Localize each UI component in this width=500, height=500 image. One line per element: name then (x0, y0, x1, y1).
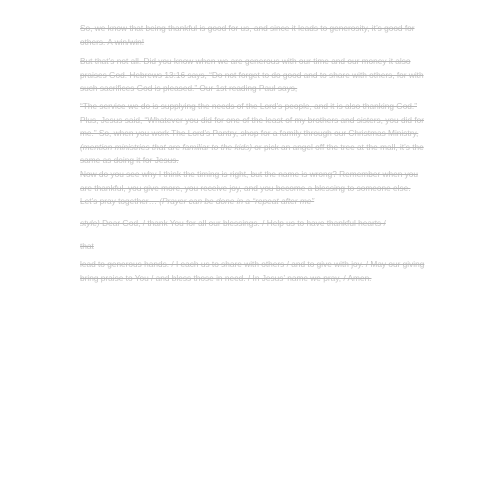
paragraph-timing-name (80, 168, 426, 209)
prayer-line-1-text: Dear God, / thank You for all our blessings. / Help us to have thankful hearts / (99, 217, 386, 228)
paragraph-thankfulness-intro: So, we know that being thankful is good for us, and since it leads to generosity, it’s good for others. A win/win! (80, 23, 415, 47)
paragraph-jesus-quote (80, 114, 426, 168)
prayer-closing: lead to generous hands. / I each us to share with others / and to give with joy. / May our giving bring praise to You / and bless those in need. / In Jesus’ name we pray, / Amen. (80, 258, 425, 283)
prayer-style-note: style) (80, 217, 100, 228)
paragraph-service-quote: “The service we do is supplying the needs of the Lord’s people, and it is also thanking God.” (80, 100, 417, 111)
prayer-word-that: that (80, 241, 94, 252)
prayer-stage-note: (Prayer can be done in a “repeat after me” (159, 196, 315, 207)
paragraph-jesus-quote-text-b: or pick an angel off the tree at the mall, it’s the same as doing it for Jesus. (80, 141, 424, 166)
sermon-text (80, 22, 426, 285)
paragraph-timing-name-text: Now do you see why I think the timing is right, but the name is wrong? Remember when you are thankful, you give more, you receive joy, and you become a blessing to someone else. Let’s pray together… (80, 168, 419, 207)
paragraph-generosity-praises-god: But that’s not all. Did you know when we are generous with our time and our money it also praises God. Hebrews 13:16 says, “Do not forget to do good and to share with others, for with such sacrifices God is pleased.” Our 1st reading Paul says, (80, 56, 424, 94)
prayer-line-1 (80, 217, 426, 231)
paragraph-jesus-quote-text-a: Plus, Jesus said, “Whatever you did for one of the least of my brothers and sisters, you did for me.” So, when you work The Lord’s Pantry, shop for a family through our Christmas Ministry, (80, 114, 425, 139)
ministries-stage-note: (mention ministries that are familiar to the kids) (80, 141, 252, 152)
